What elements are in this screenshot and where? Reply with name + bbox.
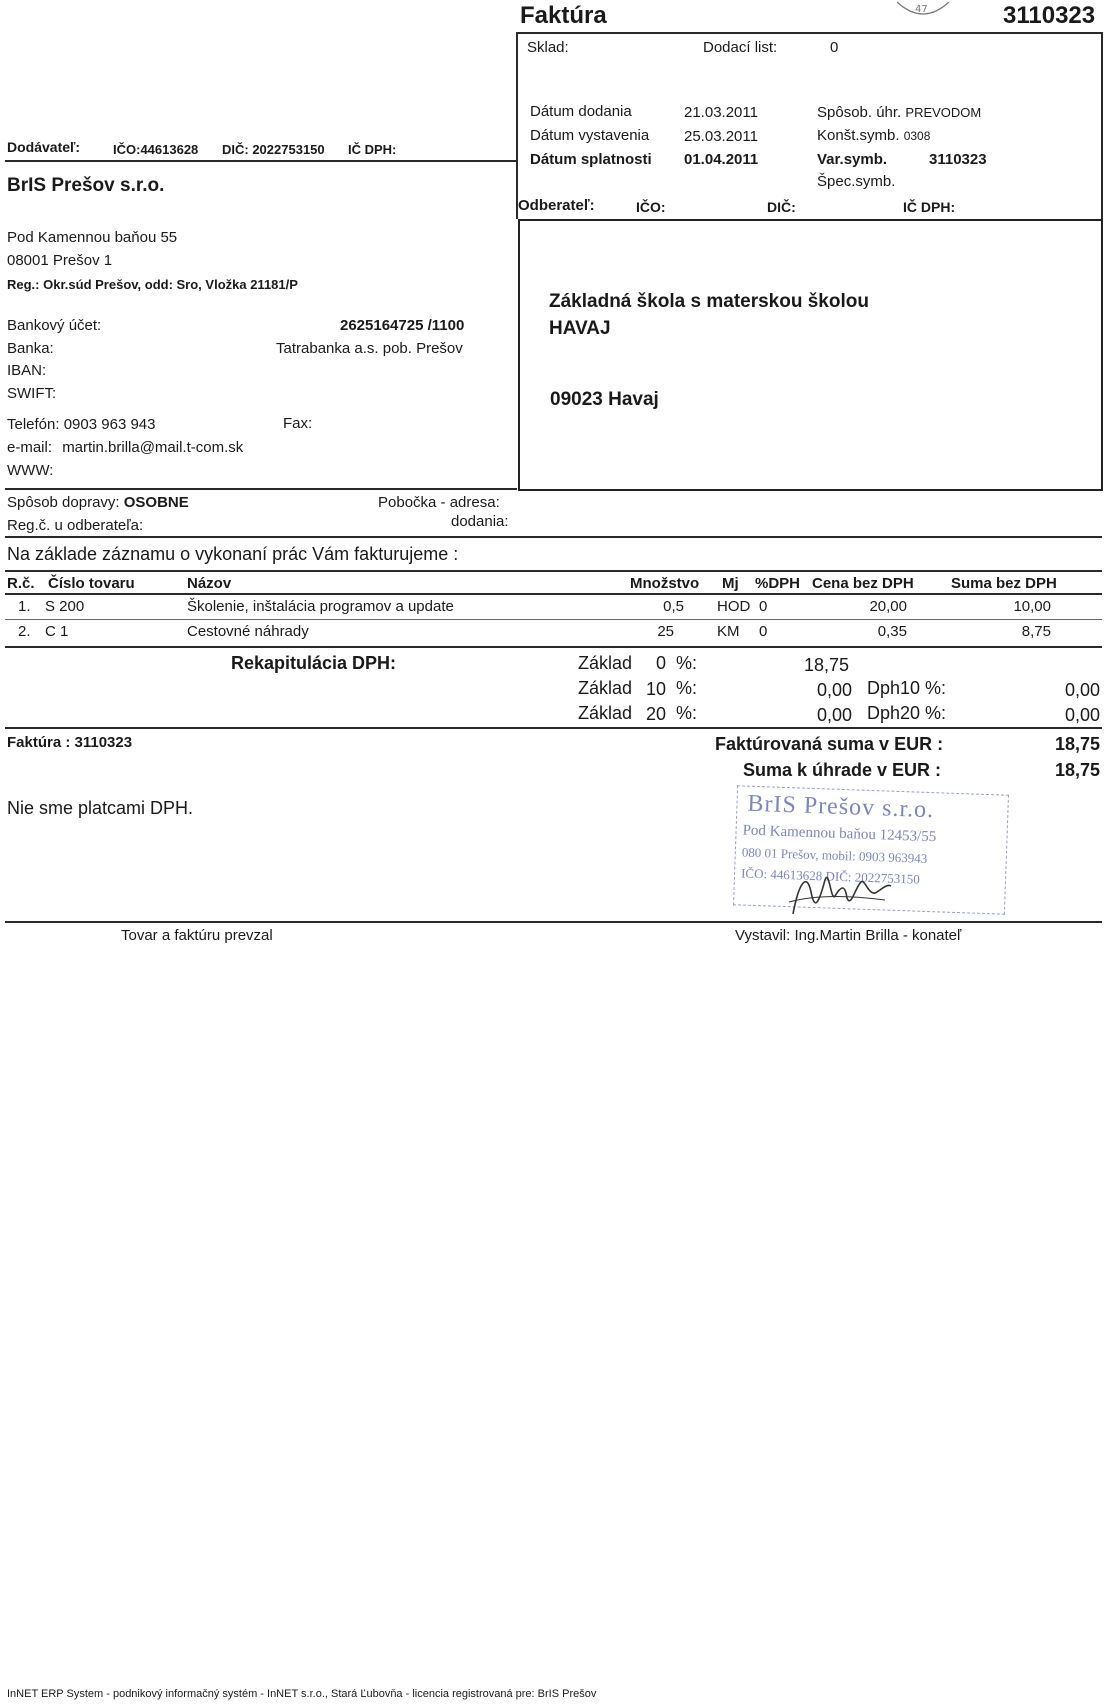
customer-ico: IČO: bbox=[636, 199, 666, 215]
transport-label: Spôsob dopravy: bbox=[7, 494, 120, 511]
payment-method-value: PREVODOM bbox=[905, 105, 982, 120]
const-symbol-label: Konšt.symb. bbox=[817, 127, 900, 144]
bank-value: Tatrabanka a.s. pob. Prešov bbox=[276, 340, 463, 357]
intro-text: Na základe záznamu o vykonaní prác Vám fakturujeme : bbox=[7, 544, 459, 564]
due-sum-value: 18,75 bbox=[1054, 760, 1100, 780]
row-code: S 200 bbox=[45, 598, 85, 615]
phone-value: 0903 963 943 bbox=[63, 416, 156, 433]
recap-base-20: 0,00 bbox=[816, 705, 852, 725]
customer-name-line1: Základná škola s materskou školou bbox=[549, 291, 869, 312]
phone bbox=[7, 416, 155, 433]
stamp-line3: 080 01 Prešov, mobil: 0903 963943 bbox=[741, 844, 928, 866]
issue-date-value: 25.03.2011 bbox=[684, 128, 758, 145]
const-symbol-value: 0308 bbox=[903, 129, 931, 143]
recap-pct-20: %: bbox=[676, 703, 698, 723]
recap-base-label-0: Základ bbox=[578, 653, 633, 673]
due-date-label: Dátum splatnosti bbox=[530, 151, 652, 168]
col-price-header: Cena bez DPH bbox=[812, 575, 914, 592]
swift-label: SWIFT: bbox=[7, 385, 57, 402]
recap-rate-20: 20 bbox=[646, 704, 667, 724]
recap-rate-0: 0 bbox=[656, 653, 667, 673]
email bbox=[7, 439, 243, 456]
received-by-label: Tovar a faktúru prevzal bbox=[121, 927, 273, 944]
customer-reg-label: Reg.č. u odberateľa: bbox=[7, 517, 144, 534]
due-sum-label: Suma k úhrade v EUR : bbox=[743, 760, 942, 780]
issued-by-label: Vystavil: Ing.Martin Brilla - konateľ bbox=[735, 927, 962, 944]
recap-vat20-value: 0,00 bbox=[1064, 705, 1100, 725]
var-symbol-value: 3110323 bbox=[929, 151, 987, 168]
row-vat: 0 bbox=[759, 623, 768, 640]
row-qty: 25 bbox=[657, 623, 674, 640]
delivery-note-value: 0 bbox=[830, 39, 839, 56]
row-sum: 8,75 bbox=[1021, 623, 1051, 640]
delivery-note-label: Dodací list: bbox=[703, 39, 778, 56]
customer-address-box bbox=[518, 219, 1103, 491]
row-no: 2. bbox=[18, 623, 31, 640]
bank-label: Banka: bbox=[7, 340, 54, 357]
frame-right bbox=[1101, 32, 1103, 219]
row-sum: 10,00 bbox=[1013, 598, 1051, 615]
email-value: martin.brilla@mail.t-com.sk bbox=[62, 439, 244, 456]
table-row-divider bbox=[5, 619, 1102, 620]
row-no: 1. bbox=[18, 598, 31, 615]
customer-dic: DIČ: bbox=[767, 199, 796, 215]
invoiced-sum-value: 18,75 bbox=[1054, 734, 1100, 754]
col-no-header: R.č. bbox=[7, 575, 35, 592]
recap-base-0: 18,75 bbox=[804, 655, 850, 675]
branch-label-2: dodania: bbox=[451, 513, 509, 530]
recap-vat10-value: 0,00 bbox=[1064, 680, 1100, 700]
recap-base-label-10: Základ bbox=[578, 678, 633, 698]
customer-label: Odberateľ: bbox=[518, 197, 595, 214]
supplier-city: 08001 Prešov 1 bbox=[7, 252, 113, 269]
delivery-date-label: Dátum dodania bbox=[530, 103, 632, 120]
customer-address: 09023 Havaj bbox=[550, 389, 659, 410]
payment-method-label bbox=[817, 104, 981, 121]
stamp-line4: IČO: 44613628 DIČ: 2022753150 bbox=[740, 865, 921, 887]
branch-label: Pobočka - adresa: bbox=[378, 494, 500, 511]
transport-divider bbox=[5, 488, 517, 490]
issue-date-label: Dátum vystavenia bbox=[530, 127, 650, 144]
col-sum-header: Suma bez DPH bbox=[951, 575, 1057, 592]
col-qty-header: Množstvo bbox=[630, 575, 700, 592]
row-price: 20,00 bbox=[869, 598, 907, 615]
supplier-reg: Reg.: Okr.súd Prešov, odd: Sro, Vložka 21181/P bbox=[7, 277, 298, 292]
delivery-date-value: 21.03.2011 bbox=[684, 104, 758, 121]
row-name: Školenie, inštalácia programov a update bbox=[187, 598, 454, 615]
transport-value: OSOBNE bbox=[123, 494, 189, 511]
supplier-divider bbox=[5, 160, 517, 162]
recap-rate-10: 10 bbox=[646, 679, 667, 699]
spec-symbol-label: Špec.symb. bbox=[817, 173, 896, 190]
supplier-dic: DIČ: 2022753150 bbox=[222, 142, 325, 157]
const-symbol bbox=[817, 127, 930, 144]
table-header-divider bbox=[5, 593, 1102, 595]
row-unit: KM bbox=[717, 623, 740, 640]
intro-divider-bottom bbox=[5, 570, 1102, 572]
col-unit-header: Mj bbox=[722, 575, 739, 592]
row-price: 0,35 bbox=[877, 623, 907, 640]
phone-label: Telefón: bbox=[7, 416, 60, 433]
handwritten-signature bbox=[785, 862, 895, 922]
items-end-divider bbox=[5, 646, 1102, 648]
handwritten-mark bbox=[893, 0, 953, 22]
stamp-line1: BrIS Prešov s.r.o. bbox=[747, 790, 935, 824]
supplier-ico: IČO:44613628 bbox=[113, 142, 199, 157]
warehouse-label: Sklad: bbox=[527, 39, 569, 56]
www-label: WWW: bbox=[7, 462, 54, 479]
signature-divider bbox=[5, 921, 1102, 923]
col-code-header: Číslo tovaru bbox=[48, 575, 135, 592]
invoice-title: Faktúra bbox=[520, 2, 607, 29]
invoice-reference: Faktúra : 3110323 bbox=[7, 734, 133, 751]
recap-base-10: 0,00 bbox=[816, 680, 852, 700]
row-name: Cestovné náhrady bbox=[187, 623, 309, 640]
transport bbox=[7, 494, 189, 511]
customer-icdph: IČ DPH: bbox=[903, 199, 956, 215]
fax-label: Fax: bbox=[283, 415, 313, 432]
frame-left bbox=[516, 32, 518, 219]
recap-vat10-label: Dph10 %: bbox=[867, 678, 947, 698]
row-code: C 1 bbox=[45, 623, 69, 640]
recap-vat20-label: Dph20 %: bbox=[867, 703, 947, 723]
row-vat: 0 bbox=[759, 598, 768, 615]
customer-name-line2: HAVAJ bbox=[549, 318, 611, 339]
due-date-value: 01.04.2011 bbox=[684, 151, 759, 168]
stamp-line2: Pod Kamennou baňou 12453/55 bbox=[742, 822, 937, 846]
supplier-icdph: IČ DPH: bbox=[348, 142, 397, 157]
invoice-number: 3110323 bbox=[1003, 2, 1096, 29]
supplier-name: BrIS Prešov s.r.o. bbox=[7, 175, 165, 196]
intro-divider-top bbox=[5, 536, 1102, 538]
supplier-label: Dodávateľ: bbox=[7, 139, 81, 155]
bank-account-label: Bankový účet: bbox=[7, 317, 102, 334]
payment-method-label-text: Spôsob. úhr. bbox=[817, 104, 902, 121]
recap-base-label-20: Základ bbox=[578, 703, 633, 723]
invoiced-sum-label: Faktúrovaná suma v EUR : bbox=[715, 734, 944, 754]
row-unit: HOD bbox=[717, 598, 751, 615]
iban-label: IBAN: bbox=[7, 362, 47, 379]
vat-note: Nie sme platcami DPH. bbox=[7, 798, 194, 818]
footer-text: InNET ERP System - podnikový informačný systém - InNET s.r.o., Stará Ľubovňa - licencia registrovaná pre: BrIS Prešov bbox=[7, 1688, 597, 1700]
col-vat-header: %DPH bbox=[755, 575, 801, 592]
col-name-header: Názov bbox=[187, 575, 232, 592]
email-label: e-mail: bbox=[7, 439, 53, 456]
bank-account-value: 2625164725 /1100 bbox=[340, 317, 465, 334]
svg-text:47: 47 bbox=[915, 4, 928, 15]
var-symbol-label: Var.symb. bbox=[817, 151, 888, 168]
recap-pct-0: %: bbox=[676, 653, 698, 673]
supplier-street: Pod Kamennou baňou 55 bbox=[7, 229, 178, 246]
recap-divider bbox=[5, 727, 1102, 729]
row-qty: 0,5 bbox=[663, 598, 684, 615]
recap-title: Rekapitulácia DPH: bbox=[231, 653, 397, 673]
recap-pct-10: %: bbox=[676, 678, 698, 698]
frame-top bbox=[516, 32, 1103, 34]
